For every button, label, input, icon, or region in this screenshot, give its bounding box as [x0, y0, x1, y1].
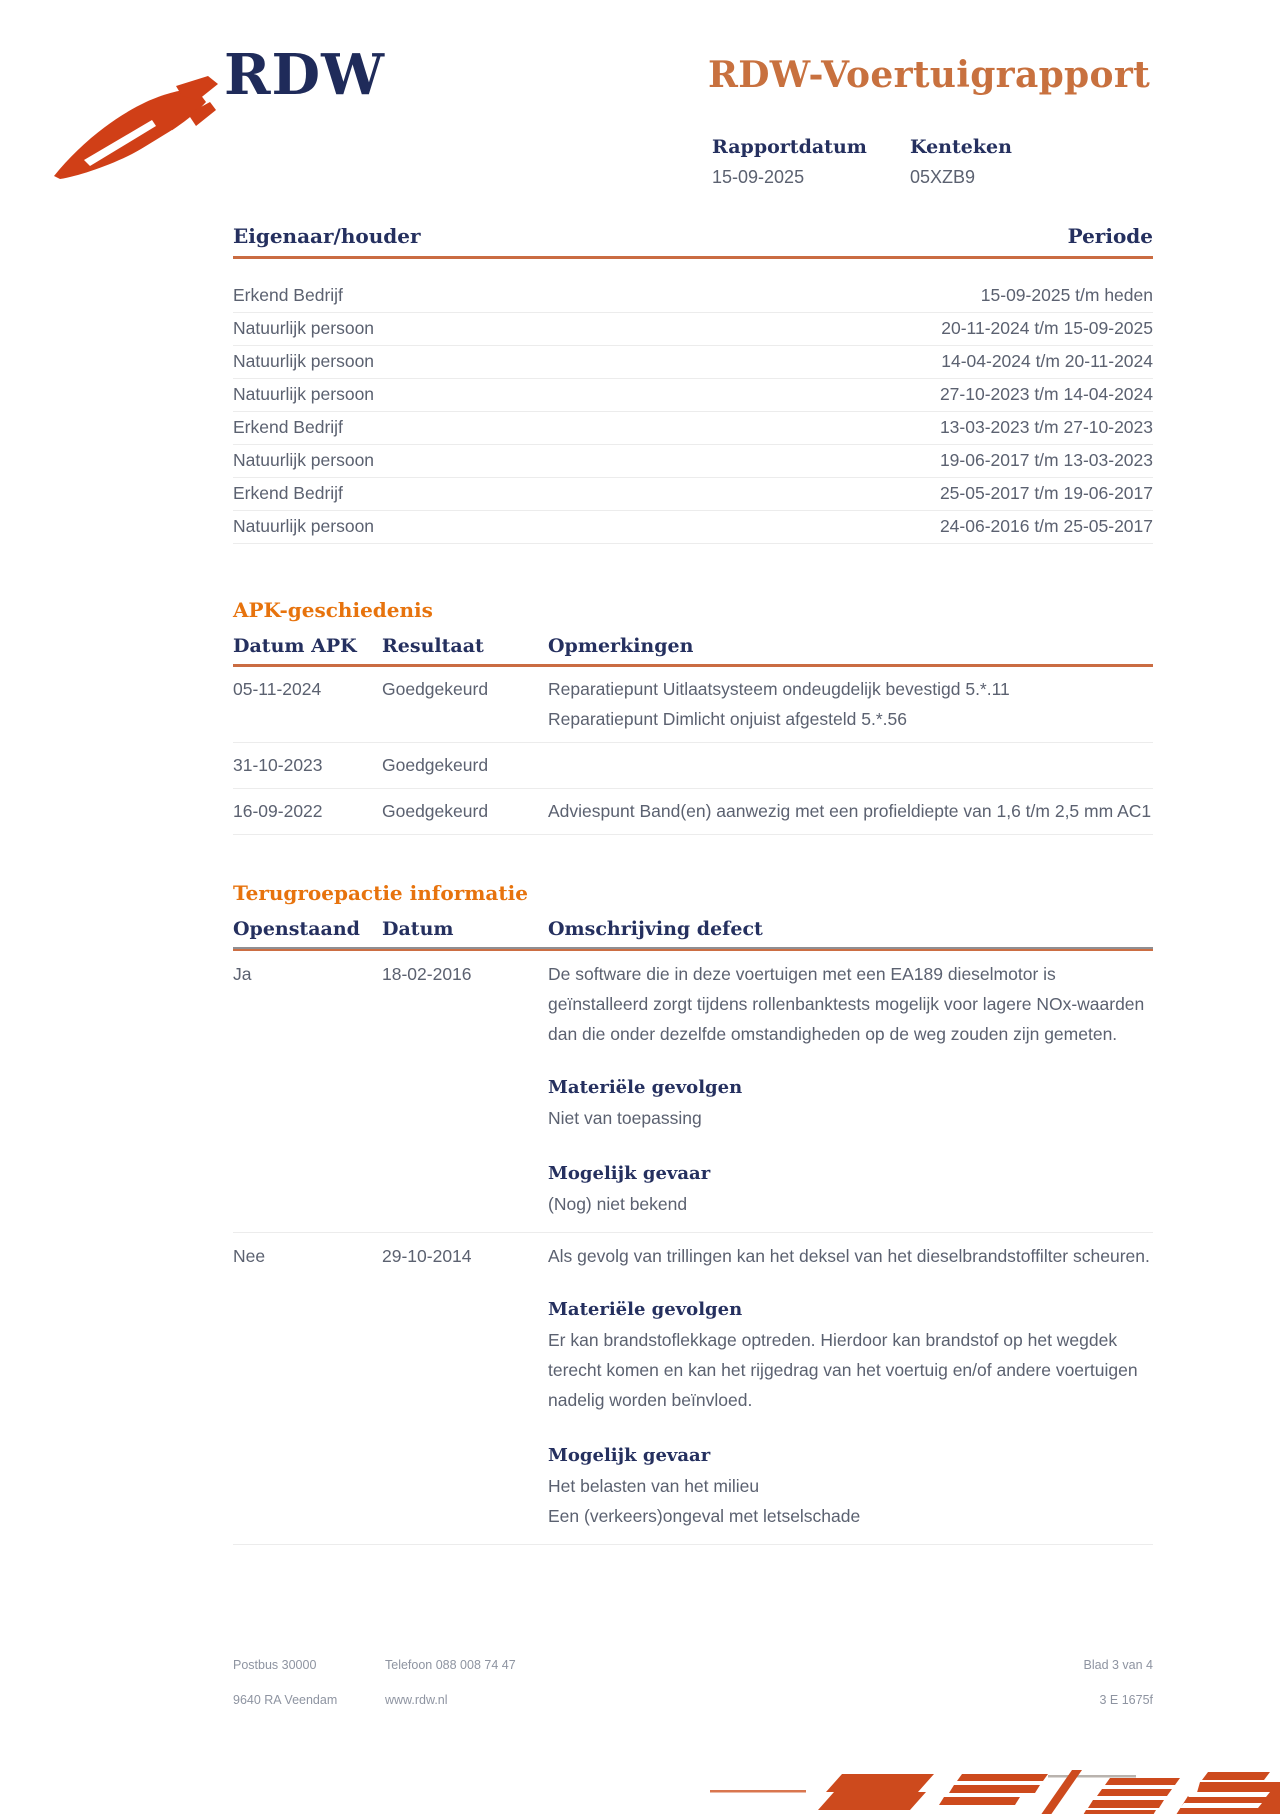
apk-remarks [548, 750, 1153, 780]
owner-table-row [233, 478, 1153, 511]
footer-contact [385, 1658, 1084, 1728]
recall-description: Als gevolg van trillingen kan het deksel van het dieselbrandstoffilter scheuren. [548, 1246, 1150, 1266]
apk-section-title: APK-geschiedenis [233, 598, 433, 622]
recall-open: Nee [233, 1246, 266, 1266]
possible-danger-text: Het belasten van het milieu [548, 1476, 760, 1496]
recall-table-row [233, 1233, 1153, 1545]
owner-section-title: Eigenaar/houder [233, 224, 421, 248]
apk-remark-line: Reparatiepunt Dimlicht onjuist afgesteld 5.*.56 [548, 709, 907, 729]
report-date-block [712, 136, 910, 188]
recall-open: Ja [233, 964, 252, 984]
recall-description: De software die in deze voertuigen met een EA189 dieselmotor is geïnstalleerd zorgt tijdens rollenbanktests mogelijk voor lagere NOx-waarden dan die onder dezelfde omstandigheden op de weg zouden zijn gemeten. [548, 964, 1145, 1044]
recall-detail [548, 1241, 1153, 1531]
owner-type: Natuurlijk persoon [233, 318, 375, 338]
apk-remark-line: Reparatiepunt Uitlaatsysteem ondeugdelijk bevestigd 5.*.11 [548, 679, 1010, 699]
recall-date: 29-10-2014 [382, 1246, 472, 1266]
owner-section-header [233, 224, 1153, 259]
material-consequences-label: Materiële gevolgen [548, 1077, 743, 1098]
recall-col-date: Datum [382, 918, 454, 940]
owner-period: 14-04-2024 t/m 20-11-2024 [941, 351, 1153, 371]
owner-table [233, 280, 1153, 544]
recall-detail [548, 959, 1153, 1219]
recall-date: 18-02-2016 [382, 964, 472, 984]
license-block [910, 136, 1012, 188]
owner-period: 20-11-2024 t/m 15-09-2025 [941, 318, 1153, 338]
apk-col-date: Datum APK [233, 635, 357, 657]
material-consequences-text: Er kan brandstoflekkage optreden. Hierdoor kan brandstof op het wegdek terecht komen en kan het rijgedrag van het voertuig en/of andere voertuigen nadelig worden beïnvloed. [548, 1330, 1138, 1410]
owner-type: Natuurlijk persoon [233, 450, 375, 470]
material-consequences-label: Materiële gevolgen [548, 1299, 743, 1320]
page-number: Blad 3 van 4 [1083, 1658, 1153, 1672]
report-meta [712, 136, 1012, 188]
apk-remarks [548, 674, 1153, 734]
possible-danger-text: (Nog) niet bekend [548, 1194, 688, 1214]
recall-section-title: Terugroepactie informatie [233, 881, 528, 905]
rdw-logo-wordmark: RDW [224, 42, 385, 108]
recall-section [233, 881, 1153, 1545]
owner-table-row [233, 412, 1153, 445]
apk-table-row [233, 743, 1153, 789]
owner-period: 27-10-2023 t/m 14-04-2024 [939, 384, 1153, 404]
form-code: 3 E 1675f [1099, 1693, 1153, 1707]
recall-col-description: Omschrijving defect [548, 918, 763, 940]
apk-result: Goedgekeurd [382, 679, 489, 699]
owner-type: Erkend Bedrijf [233, 417, 343, 437]
footer-address-line: Postbus 30000 [233, 1658, 317, 1672]
footer-address [233, 1658, 385, 1728]
owner-table-row [233, 280, 1153, 313]
footer-page-info [1084, 1658, 1154, 1728]
apk-date: 31-10-2023 [233, 755, 323, 775]
owner-period: 25-05-2017 t/m 19-06-2017 [939, 483, 1153, 503]
rdw-feather-icon [50, 76, 220, 180]
license-label: Kenteken [910, 136, 1012, 158]
license-plate-value: 05XZB9 [910, 167, 976, 187]
recall-table-header [233, 918, 1153, 949]
apk-table-header [233, 635, 1153, 667]
owner-period: 19-06-2017 t/m 13-03-2023 [939, 450, 1153, 470]
recall-table-row [233, 951, 1153, 1233]
owner-type: Natuurlijk persoon [233, 516, 375, 536]
possible-danger-label: Mogelijk gevaar [548, 1445, 711, 1466]
apk-result: Goedgekeurd [382, 755, 489, 775]
apk-col-remarks: Opmerkingen [548, 635, 694, 657]
apk-date: 16-09-2022 [233, 801, 323, 821]
owner-type: Natuurlijk persoon [233, 384, 375, 404]
page-title: RDW-Voertuigrapport [708, 54, 1151, 96]
apk-table-row [233, 789, 1153, 835]
material-consequences-text: Niet van toepassing [548, 1108, 702, 1128]
owner-table-row [233, 445, 1153, 478]
report-date-value: 15-09-2025 [712, 167, 805, 187]
owner-table-row [233, 379, 1153, 412]
owner-period: 24-06-2016 t/m 25-05-2017 [939, 516, 1153, 536]
footer-phone: Telefoon 088 008 74 47 [385, 1658, 516, 1672]
speed-stripes-graphic [710, 1764, 1280, 1814]
owner-table-row [233, 313, 1153, 346]
apk-history-section [233, 598, 1153, 835]
period-column-header: Periode [1067, 224, 1153, 248]
possible-danger-text: Een (verkeers)ongeval met letselschade [548, 1506, 861, 1526]
page-footer [233, 1658, 1153, 1728]
report-date-label: Rapportdatum [712, 136, 867, 158]
owner-type: Erkend Bedrijf [233, 483, 343, 503]
possible-danger-label: Mogelijk gevaar [548, 1163, 711, 1184]
owner-type: Natuurlijk persoon [233, 351, 375, 371]
apk-result: Goedgekeurd [382, 801, 489, 821]
owner-type: Erkend Bedrijf [233, 285, 343, 305]
apk-table-row [233, 667, 1153, 743]
owner-table-row [233, 511, 1153, 544]
footer-address-line: 9640 RA Veendam [233, 1693, 338, 1707]
report-body [233, 224, 1153, 1545]
footer-website: www.rdw.nl [385, 1693, 448, 1707]
apk-remarks: Adviespunt Band(en) aanwezig met een profieldiepte van 1,6 t/m 2,5 mm AC1 [548, 801, 1152, 821]
apk-col-result: Resultaat [382, 635, 484, 657]
apk-date: 05-11-2024 [233, 679, 322, 699]
owner-period: 15-09-2025 t/m heden [980, 285, 1153, 305]
recall-col-open: Openstaand [233, 918, 360, 940]
owner-period: 13-03-2023 t/m 27-10-2023 [939, 417, 1153, 437]
owner-table-row [233, 346, 1153, 379]
